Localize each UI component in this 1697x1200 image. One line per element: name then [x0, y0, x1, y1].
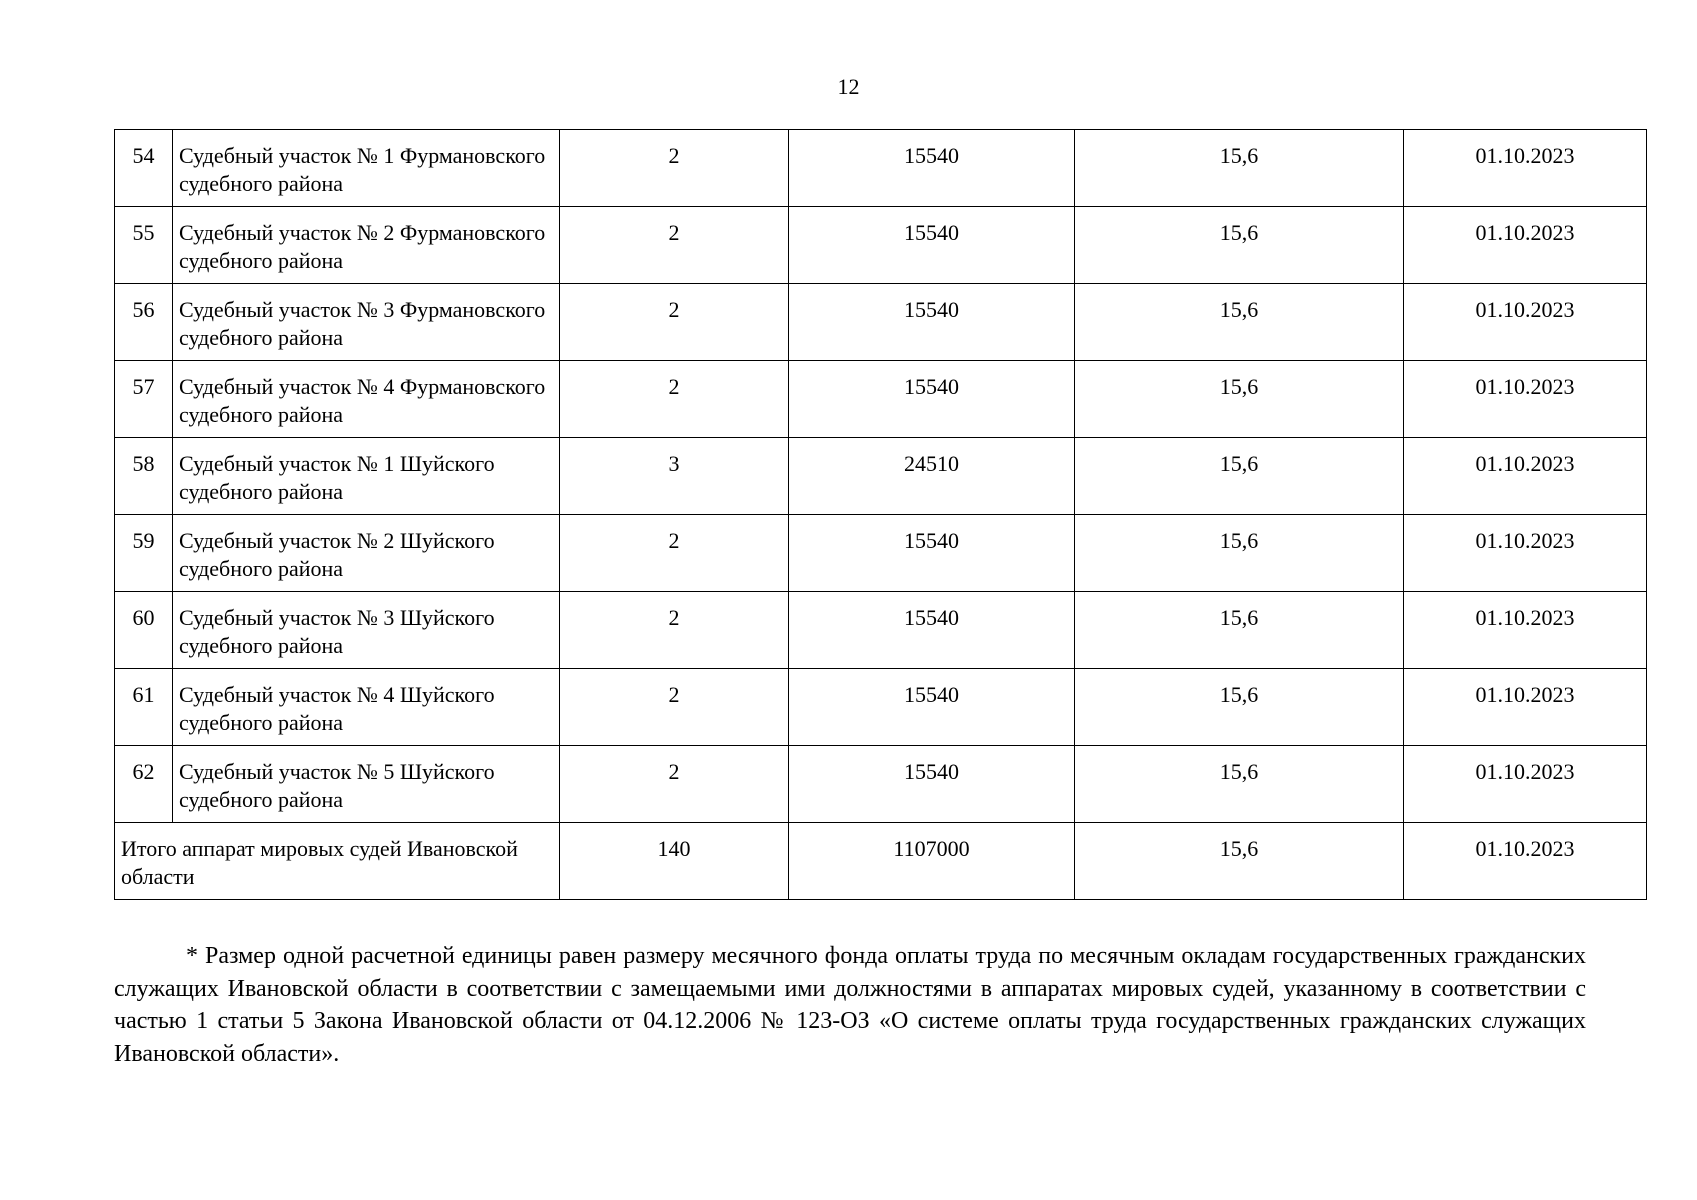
effective-date: 01.10.2023	[1404, 284, 1647, 361]
row-number: 61	[115, 669, 173, 746]
table-body	[115, 130, 1647, 900]
table-row	[115, 438, 1647, 515]
table-row	[115, 746, 1647, 823]
monthly-fund: 15540	[789, 361, 1075, 438]
row-number: 55	[115, 207, 173, 284]
row-number: 54	[115, 130, 173, 207]
effective-date: 01.10.2023	[1404, 207, 1647, 284]
staff-units: 2	[560, 669, 789, 746]
monthly-fund: 15540	[789, 746, 1075, 823]
staffing-table	[114, 129, 1647, 900]
total-effective-date: 01.10.2023	[1404, 823, 1647, 900]
coefficient: 15,6	[1075, 207, 1404, 284]
monthly-fund: 15540	[789, 515, 1075, 592]
coefficient: 15,6	[1075, 438, 1404, 515]
coefficient: 15,6	[1075, 284, 1404, 361]
row-number: 58	[115, 438, 173, 515]
staff-units: 2	[560, 746, 789, 823]
table-row	[115, 207, 1647, 284]
monthly-fund: 15540	[789, 592, 1075, 669]
staff-units: 3	[560, 438, 789, 515]
court-district-name: Судебный участок № 4 Фурмановского судебного района	[173, 361, 560, 438]
table-row	[115, 284, 1647, 361]
effective-date: 01.10.2023	[1404, 361, 1647, 438]
table-row	[115, 669, 1647, 746]
effective-date: 01.10.2023	[1404, 669, 1647, 746]
table-row	[115, 130, 1647, 207]
monthly-fund: 15540	[789, 207, 1075, 284]
row-number: 56	[115, 284, 173, 361]
court-district-name: Судебный участок № 1 Фурмановского судебного района	[173, 130, 560, 207]
effective-date: 01.10.2023	[1404, 746, 1647, 823]
court-district-name: Судебный участок № 5 Шуйского судебного района	[173, 746, 560, 823]
total-label: Итого аппарат мировых судей Ивановской области	[115, 823, 560, 900]
table-row	[115, 515, 1647, 592]
coefficient: 15,6	[1075, 669, 1404, 746]
monthly-fund: 24510	[789, 438, 1075, 515]
coefficient: 15,6	[1075, 130, 1404, 207]
row-number: 59	[115, 515, 173, 592]
court-district-name: Судебный участок № 2 Шуйского судебного района	[173, 515, 560, 592]
total-monthly-fund: 1107000	[789, 823, 1075, 900]
effective-date: 01.10.2023	[1404, 592, 1647, 669]
coefficient: 15,6	[1075, 361, 1404, 438]
monthly-fund: 15540	[789, 130, 1075, 207]
total-coefficient: 15,6	[1075, 823, 1404, 900]
total-row	[115, 823, 1647, 900]
court-district-name: Судебный участок № 4 Шуйского судебного района	[173, 669, 560, 746]
staff-units: 2	[560, 515, 789, 592]
total-staff-units: 140	[560, 823, 789, 900]
effective-date: 01.10.2023	[1404, 130, 1647, 207]
court-district-name: Судебный участок № 2 Фурмановского судебного района	[173, 207, 560, 284]
staff-units: 2	[560, 592, 789, 669]
row-number: 57	[115, 361, 173, 438]
row-number: 62	[115, 746, 173, 823]
court-district-name: Судебный участок № 3 Фурмановского судебного района	[173, 284, 560, 361]
monthly-fund: 15540	[789, 284, 1075, 361]
staff-units: 2	[560, 207, 789, 284]
table-row	[115, 361, 1647, 438]
staff-units: 2	[560, 361, 789, 438]
coefficient: 15,6	[1075, 515, 1404, 592]
footnote: * Размер одной расчетной единицы равен размеру месячного фонда оплаты труда по месячным окладам государственных гражданских служащих Ивановской области в соответствии с замещаемыми ими должностями в аппаратах мировых судей, указанному в соответствии с частью 1 статьи 5 Закона Ивановской области от 04.12.2006 № 123-ОЗ «О системе оплаты труда государственных гражданских служащих Ивановской области».	[114, 943, 1586, 1067]
table-row	[115, 592, 1647, 669]
coefficient: 15,6	[1075, 746, 1404, 823]
staff-units: 2	[560, 284, 789, 361]
page-number: 12	[837, 74, 860, 99]
court-district-name: Судебный участок № 3 Шуйского судебного района	[173, 592, 560, 669]
coefficient: 15,6	[1075, 592, 1404, 669]
effective-date: 01.10.2023	[1404, 515, 1647, 592]
staff-units: 2	[560, 130, 789, 207]
monthly-fund: 15540	[789, 669, 1075, 746]
row-number: 60	[115, 592, 173, 669]
court-district-name: Судебный участок № 1 Шуйского судебного района	[173, 438, 560, 515]
effective-date: 01.10.2023	[1404, 438, 1647, 515]
